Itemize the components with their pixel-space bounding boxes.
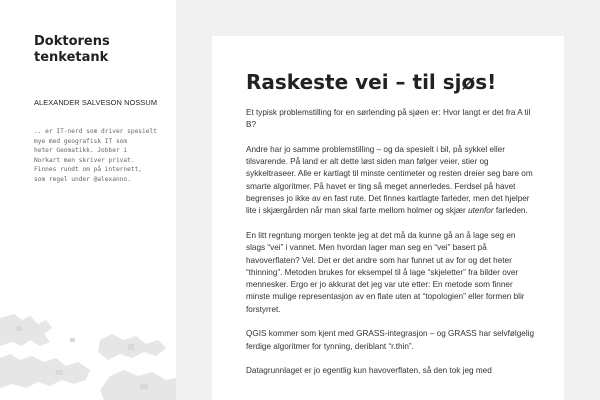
paragraph: QGIS kommer som kjent med GRASS-integrasjon – og GRASS har selvfølgelig ferdige algoritmer for tynning, deriblant “r.thin”. [246,329,535,351]
paragraph [246,144,536,218]
paragraph-text: Andre har jo samme problemstilling – og da spesielt i bil, på sykkel eller tilsvarende. På land er alt dette løst siden man følger veier, stier og sykkeltraseer. Alle er kartlagt til minste centimeter og resten dreier seg bare om smarte algoritmer. På havet er ting så meget annerledes. Ferdsel på havet begrenses jo ikke av en fast rute. Det finnes kartlagte farleder, men det hjelper lite i skjærgården når man skal farte mellom holmer og skjær [246,144,533,216]
paragraph: Datagrunnlaget er jo egentlig kun havoverflaten, så den tok jeg med [246,366,492,376]
paragraph-text: farleden. [493,206,528,216]
background-map-image [0,300,176,400]
paragraph: Et typisk problemstilling for en sørlending på sjøen er: Hvor langt er det fra A til B? [246,108,531,130]
author-bio: .. er IT-nerd som driver spesielt mye med geografisk IT som heter Geomatikk. Jobber i Norkart men skriver privat. Finnes rundt om på internett, som regel under @alexanno. [34,128,157,183]
article-card [212,36,564,400]
author-name: ALEXANDER SALVESON NOSSUM [34,98,158,107]
emphasis-text: utenfor [468,206,494,216]
site-title[interactable]: Doktorens tenketank [34,34,110,65]
paragraph: En litt regntung morgen tenkte jeg at det må da kunne gå an å lage seg en slags “vei” i vannet. Men hvordan lager man seg en “vei” basert på havoverflaten? Vel. Det er det andre som har funnet ut av for og det heter “thinning”. Metoden brukes for eksempel til å lage “skjeletter” fra bilder over mennesker. Ergo er jo akkurat det jeg var ute etter: En metode som finner minste mulige representasjon av en flate uten at “topologien” eller formen blir forstyrret. [246,230,525,314]
sidebar [0,0,176,400]
article-content [246,107,536,390]
article-title[interactable]: Raskeste vei – til sjøs! [246,70,497,94]
